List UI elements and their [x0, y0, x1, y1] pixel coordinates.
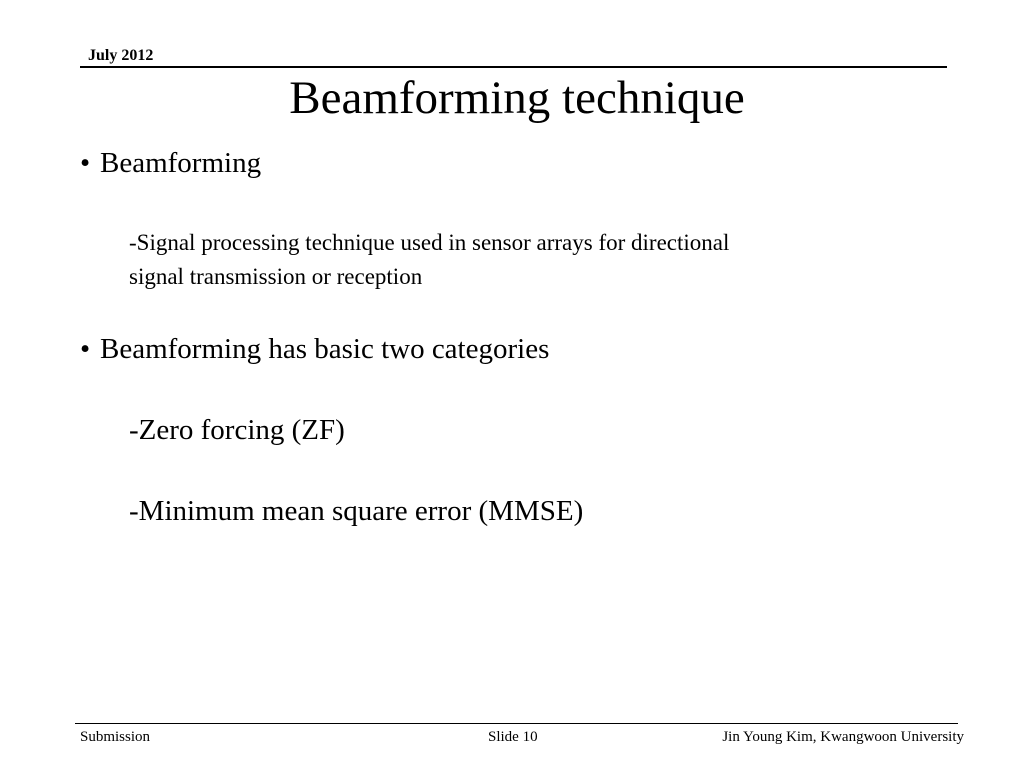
- sub-item-zero-forcing: -Zero forcing (ZF): [129, 414, 345, 446]
- slide-title: Beamforming technique: [289, 72, 745, 124]
- header-date: July 2012: [88, 47, 154, 64]
- sub-item-definition-line-2: signal transmission or reception: [129, 264, 423, 289]
- footer-submission: Submission: [80, 729, 151, 745]
- bullet-text: Beamforming: [100, 147, 262, 179]
- sub-item-definition-line-1: -Signal processing technique used in sensor arrays for directional: [129, 230, 730, 255]
- bullet-marker: •: [80, 333, 91, 365]
- bullet-text: Beamforming has basic two categories: [100, 333, 550, 365]
- header-divider: [80, 66, 947, 68]
- footer-divider: [75, 723, 958, 724]
- bullet-marker: •: [80, 147, 91, 179]
- sub-item-mmse: -Minimum mean square error (MMSE): [129, 495, 584, 527]
- bullet-item-categories: [80, 332, 549, 366]
- footer-slide-number: Slide 10: [488, 729, 538, 745]
- footer-author: Jin Young Kim, Kwangwoon University: [722, 729, 964, 745]
- bullet-item-beamforming: [80, 146, 261, 180]
